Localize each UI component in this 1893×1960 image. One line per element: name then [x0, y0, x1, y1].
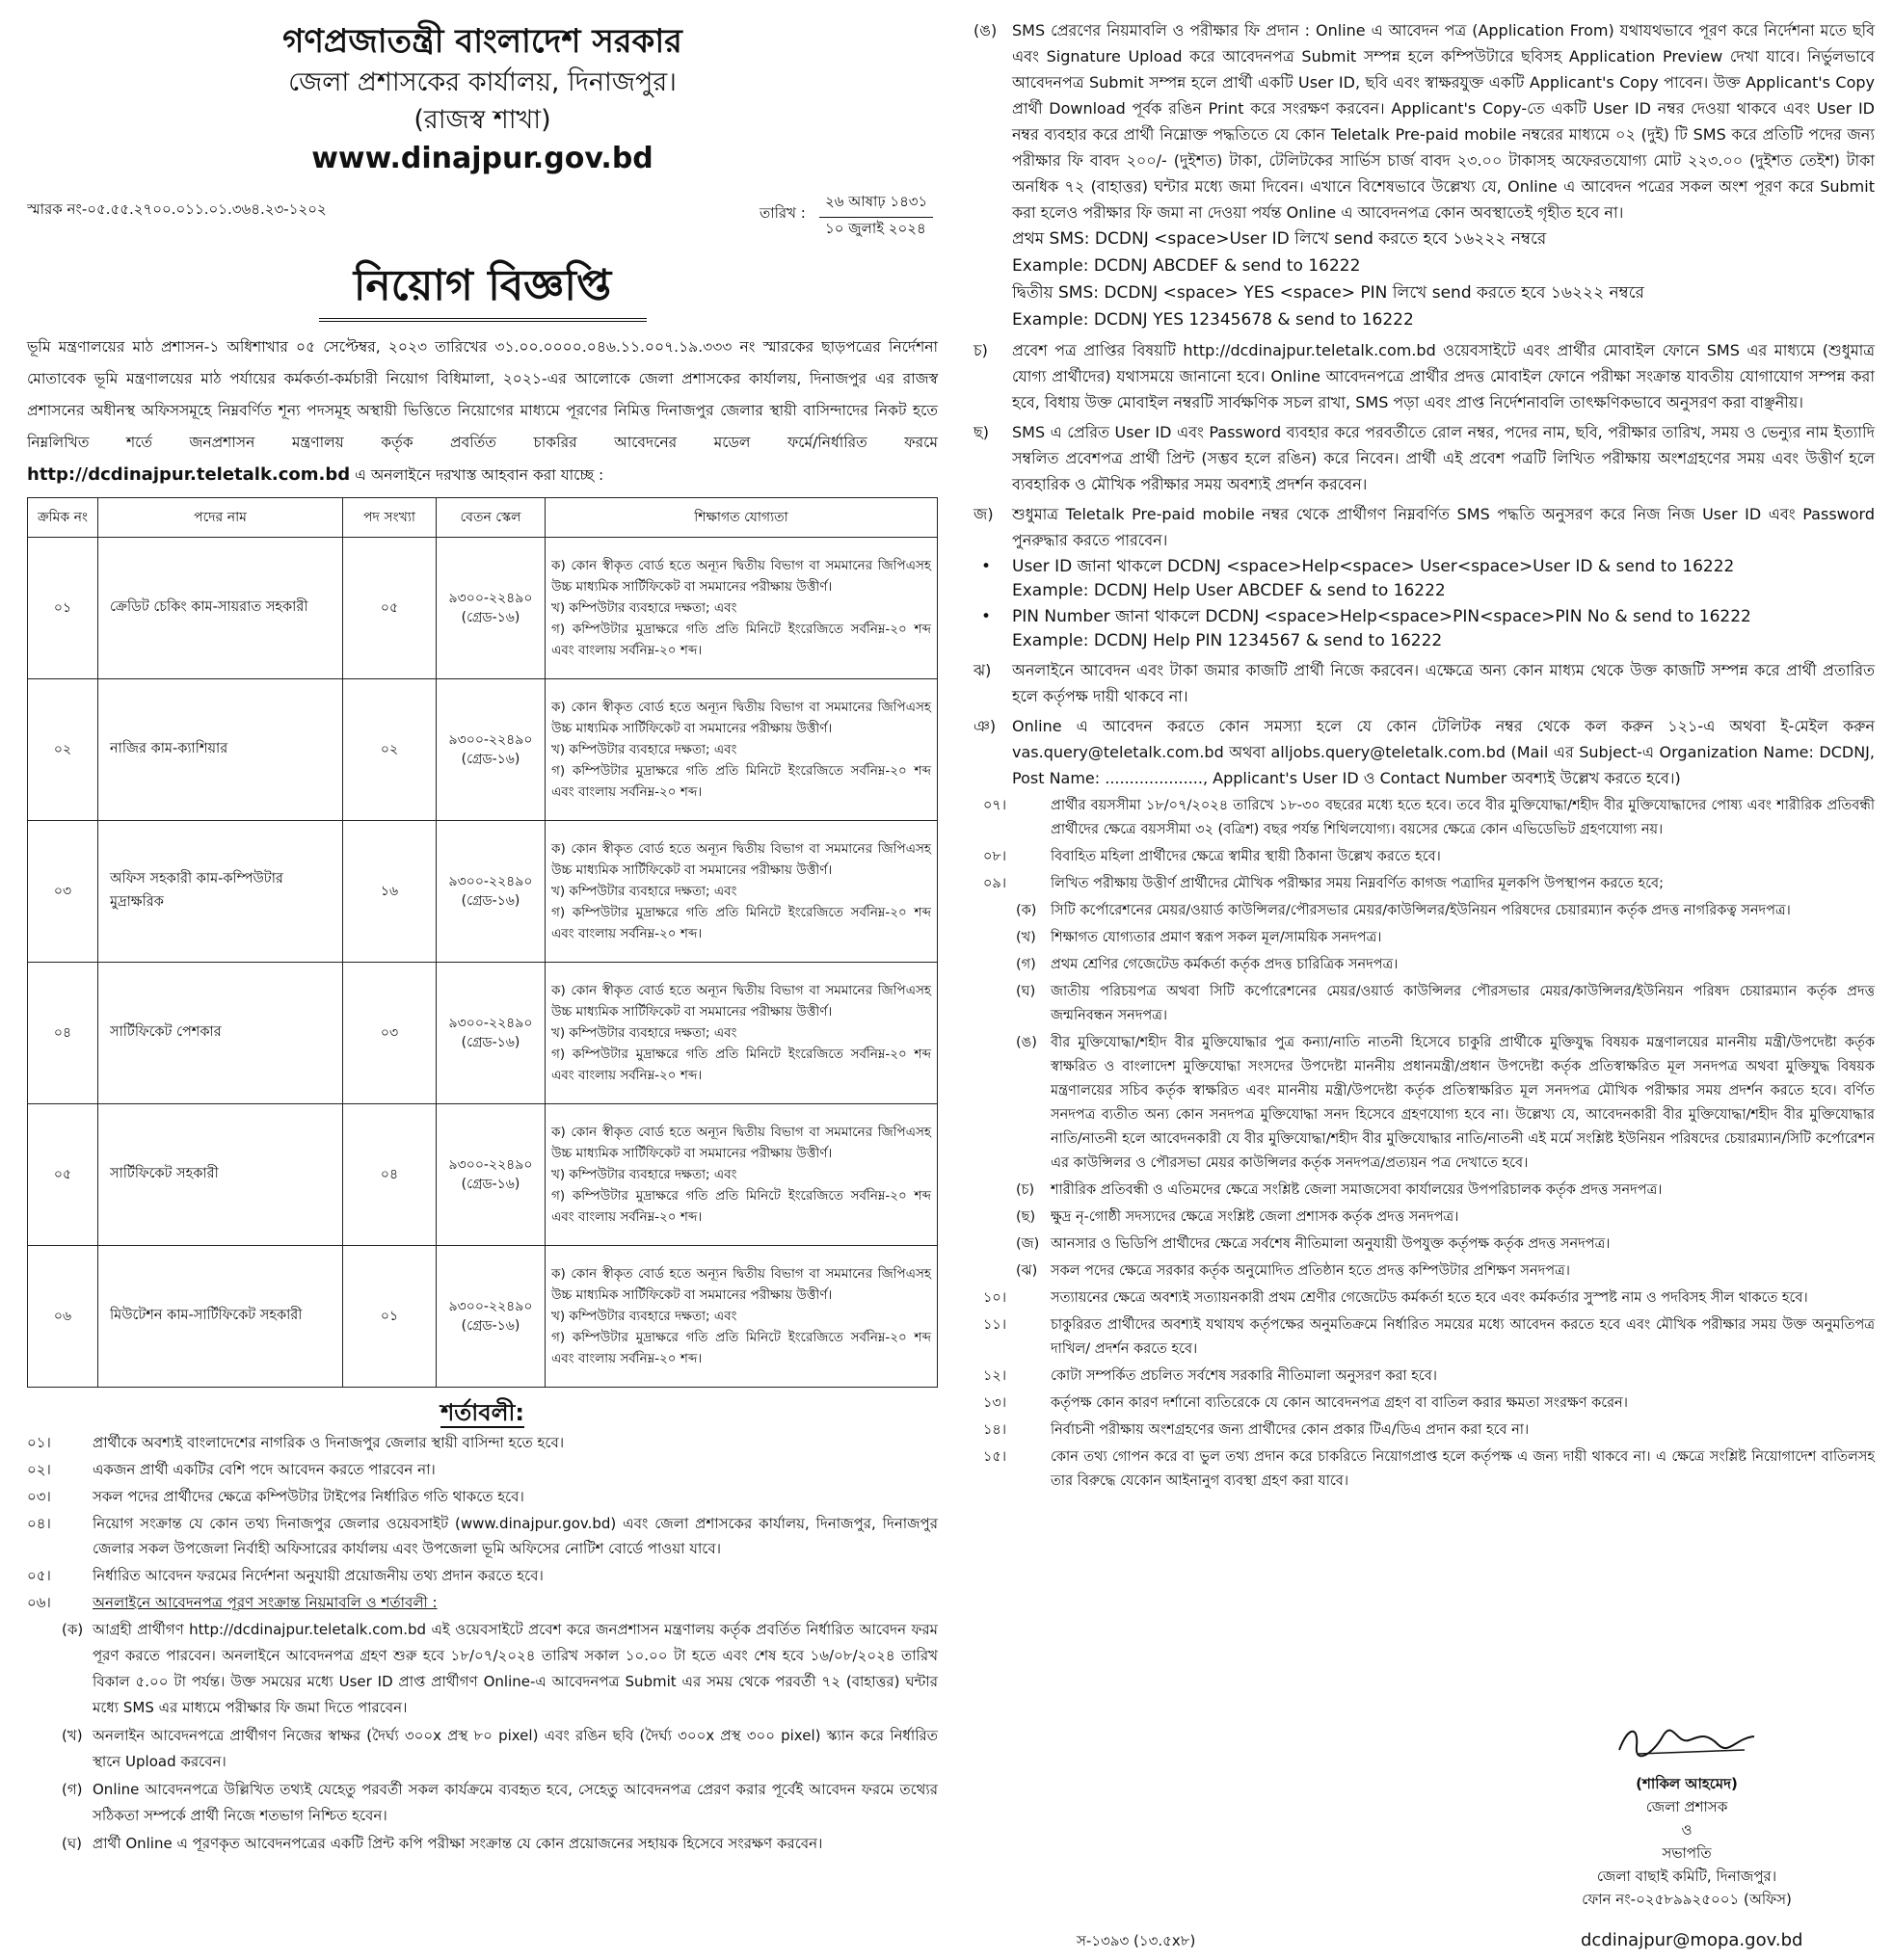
condition-item [27, 1484, 938, 1509]
online-rule [27, 1777, 938, 1829]
item-text: প্রার্থীকে অবশ্যই বাংলাদেশের নাগরিক ও দিনাজপুর জেলার স্থায়ী বাসিন্দা হতে হবে। [93, 1434, 565, 1451]
row-post: অফিস সহকারী কাম-কম্পিউটার মুদ্রাক্ষরিক [98, 821, 343, 963]
condition-item [973, 872, 1875, 896]
rule-number: ছ) [973, 423, 989, 441]
bullet-text: User ID জানা থাকলে DCDNJ <space>Help<space> User<space>User ID & send to 16222 [1012, 557, 1735, 576]
row-post: মিউটেশন কাম-সার্টিফিকেট সহকারী [98, 1246, 343, 1388]
row-count: ০৫ [343, 538, 437, 679]
condition-item [973, 794, 1875, 842]
qual-c: গ) কম্পিউটার মুদ্রাক্ষরে গতি প্রতি মিনিটে ইংরেজিতে সর্বনিম্ন-২০ শব্দ এবং বাংলায় সর্বনিম্ন-২০ শব্দ। [551, 622, 931, 658]
item-number: ১৫। [983, 1449, 1007, 1465]
doc-number: (ক) [1016, 903, 1037, 918]
intro-tail: এ অনলাইনে দরখাস্ত আহবান করা যাচ্ছে : [355, 466, 604, 484]
item-number: ০৬। [27, 1594, 51, 1611]
item-text: কর্তৃপক্ষ কোন কারণ দর্শানো ব্যতিরেকে যে কোন আবেদনপত্র গ্রহণ বা বাতিল করার ক্ষমতা সংরক্ষণ করেন। [1051, 1395, 1628, 1411]
item-text: নির্ধারিত আবেদন ফরমের নির্দেশনা অনুযায়ী প্রয়োজনীয় তথ্য প্রদান করতে হবে। [93, 1567, 544, 1584]
pay-grade: (গ্রেড-১৬) [461, 1318, 520, 1334]
office-name: জেলা প্রশাসকের কার্যালয়, দিনাজপুর। [288, 67, 677, 97]
row-post: ক্রেডিট চেকিং কাম-সায়রাত সহকারী [98, 538, 343, 679]
rule-text: অনলাইন আবেদনপত্রে প্রার্থীগণ নিজের স্বাক্ষর (দৈর্ঘ্য ৩০০x প্রস্থ ৮০ pixel) এবং রঙিন ছবি (দৈর্ঘ্য ৩০০x প্রস্থ ৩০০ pixel) স্ক্যান করে নির্ধারিত স্থানে Upload করবেন। [93, 1727, 938, 1770]
sms-line: Example: DCDNJ ABCDEF & send to 16222 [1012, 256, 1361, 276]
doc-text: সকল পদের ক্ষেত্রে সরকার কর্তৃক অনুমোদিত প্রতিষ্ঠান হতে প্রদত্ত কম্পিউটার প্রশিক্ষণ সনদপত্র। [1051, 1263, 1570, 1279]
date-english: ১০ জুলাই ২০২৪ [825, 220, 926, 237]
rule-text: প্রার্থী Online এ পূরণকৃত আবেদনপত্রের একটি প্রিন্ট কপি পরীক্ষা সংক্রান্ত যে কোন প্রয়োজনের সহায়ক হিসেবে সংরক্ষণ করবেন। [93, 1835, 823, 1852]
row-count: ০৩ [343, 963, 437, 1104]
conditions-heading [27, 1397, 938, 1428]
pay-scale: ৯৩০০-২২৪৯০ [448, 1016, 533, 1031]
doc-text: প্রথম শ্রেণির গেজেটেড কর্মকর্তা কর্তৃক প্রদত্ত চারিত্রিক সনদপত্র। [1051, 957, 1399, 972]
qual-c: গ) কম্পিউটার মুদ্রাক্ষরে গতি প্রতি মিনিটে ইংরেজিতে সর্বনিম্ন-২০ শব্দ এবং বাংলায় সর্বনিম্ন-২০ শব্দ। [551, 905, 931, 941]
item-number: ০৭। [983, 798, 1007, 813]
qual-c: গ) কম্পিউটার মুদ্রাক্ষরে গতি প্রতি মিনিটে ইংরেজিতে সর্বনিম্ন-২০ শব্দ এবং বাংলায় সর্বনিম্ন-২০ শব্দ। [551, 763, 931, 800]
item-number: ১২। [983, 1368, 1007, 1384]
item-text: কোটা সম্পর্কিত প্রচলিত সর্বশেষ সরকারি নীতিমালা অনুসরণ করা হবে। [1051, 1368, 1437, 1384]
item-number: ১১। [983, 1317, 1007, 1333]
qual-b: খ) কম্পিউটার ব্যবহারে দক্ষতা; এবং [551, 742, 737, 757]
table-row [28, 538, 938, 679]
left-column [27, 19, 938, 1857]
doc-text: সিটি কর্পোরেশনের মেয়র/ওয়ার্ড কাউন্সিলর/পৌরসভার মেয়র/কাউন্সিলর/ইউনিয়ন পরিষদের চেয়ারম্যান কর্তৃক প্রদত্ত নাগরিকত্ব সনদপত্র। [1051, 903, 1791, 918]
pay-scale: ৯৩০০-২২৪৯০ [448, 732, 533, 748]
header-qualification: শিক্ষাগত যোগ্যতা [546, 498, 938, 538]
header-pay: বেতন স্কেল [437, 498, 546, 538]
doc-text: জাতীয় পরিচয়পত্র অথবা সিটি কর্পোরেশনের মেয়র/ওয়ার্ড কাউন্সিলর পৌরসভার মেয়র/কাউন্সিলর/ইউনিয়ন পরিষদ চেয়ারম্যান কর্তৃক প্রদত্ত জন্মনিবন্ধন সনদপত্র। [1051, 984, 1875, 1023]
header-post: পদের নাম [98, 498, 343, 538]
qual-a: ক) কোন স্বীকৃত বোর্ড হতে অন্যূন দ্বিতীয় বিভাগ বা সমমানের জিপিএসহ উচ্চ মাধ্যমিক সার্টিফিকেট বা সমমানের পরীক্ষায় উত্তীর্ণ। [551, 700, 931, 736]
online-rule [27, 1617, 938, 1721]
intro-paragraph [27, 331, 938, 491]
item-number: ০১। [27, 1434, 51, 1451]
pay-scale: ৯৩০০-২২৪৯০ [448, 874, 533, 889]
doc-text: শারীরিক প্রতিবন্ধী ও এতিমদের ক্ষেত্রে সংশ্লিষ্ট জেলা সমাজসেবা কার্যালয়ের উপপরিচালক কর্তৃক প্রদত্ত সনদপত্র। [1051, 1182, 1663, 1198]
vacancy-table [27, 497, 938, 1388]
document-item [973, 1205, 1875, 1230]
government-title: গণপ্রজাতন্ত্রী বাংলাদেশ সরকার [282, 22, 682, 61]
reference-row [27, 189, 938, 245]
application-link[interactable]: http://dcdinajpur.teletalk.com.bd [27, 464, 351, 485]
online-rule [27, 1723, 938, 1775]
item-number: ১০। [983, 1290, 1007, 1306]
pay-grade: (গ্রেড-১৬) [461, 1177, 520, 1192]
sms-line: Example: DCDNJ YES 12345678 & send to 16222 [1012, 310, 1414, 330]
pay-grade: (গ্রেড-১৬) [461, 1035, 520, 1050]
item-text: একজন প্রার্থী একটির বেশি পদে আবেদন করতে পারবেন না। [93, 1461, 436, 1478]
signature-mark [1610, 1715, 1764, 1765]
condition-item [27, 1430, 938, 1455]
doc-number: (ছ) [1016, 1209, 1036, 1225]
row-count: ১৬ [343, 821, 437, 963]
rule-text: আগ্রহী প্রার্থীগণ http://dcdinajpur.teletalk.com.bd এই ওয়েবসাইটে প্রবেশ করে জনপ্রশাসন মন্ত্রণালয় কর্তৃক প্রবর্তিত নির্ধারিত আবেদন ফরম পূরণ করতে পারবেন। অনলাইনে আবেদনপত্র গ্রহণ শুরু হবে ১৮/০৭/২০২৪ তারিখ সকাল ১০.০০ টা হতে এবং শেষ হবে ১৬/০৮/২০২৪ তারিখ বিকাল ৫.০০ টা পর্যন্ত। উক্ত সময়ের মধ্যে User ID প্রাপ্ত প্রার্থীগণ Online-এ আবেদনপত্র Submit এর সময় থেকে পরবর্তী ৭২ (বাহাত্তর) ঘন্টার মধ্যে SMS এর মাধ্যমে পরীক্ষার ফি জমা দিতে পারবেন। [93, 1621, 938, 1716]
row-pay [437, 1104, 546, 1246]
signatory-and: ও [1681, 1821, 1693, 1839]
doc-text: ক্ষুদ্র নৃ-গোষ্ঠী সদস্যদের ক্ষেত্রে সংশ্লিষ্ট জেলা প্রশাসক কর্তৃক প্রদত্ত সনদপত্র। [1051, 1209, 1459, 1225]
rule-number: (গ) [62, 1781, 83, 1798]
support-rule [973, 713, 1875, 791]
document-item [973, 980, 1875, 1028]
row-pay [437, 1246, 546, 1388]
qual-a: ক) কোন স্বীকৃত বোর্ড হতে অন্যূন দ্বিতীয় বিভাগ বা সমমানের জিপিএসহ উচ্চ মাধ্যমিক সার্টিফিকেট বা সমমানের পরীক্ষায় উত্তীর্ণ। [551, 558, 931, 595]
doc-number: (ঙ) [1016, 1035, 1037, 1050]
recovery-bullet [973, 555, 1875, 603]
table-row [28, 1104, 938, 1246]
row-serial: ০৩ [28, 821, 98, 963]
row-qualification [546, 963, 938, 1104]
rule-text: Online আবেদনপত্রে উল্লিখিত তথ্যই যেহেতু পরবর্তী সকল কার্যক্রমে ব্যবহৃত হবে, সেহেতু আবেদনপত্র প্রেরণ করার পূর্বেই আবেদন ফরমে তথ্যের সঠিকতা সম্পর্কে প্রার্থী নিজে শতভাগ নিশ্চিত হবেন। [93, 1781, 938, 1824]
right-column [973, 13, 1875, 1494]
signature-block [1523, 1715, 1851, 1911]
row-serial: ০৪ [28, 963, 98, 1104]
qual-c: গ) কম্পিউটার মুদ্রাক্ষরে গতি প্রতি মিনিটে ইংরেজিতে সর্বনিম্ন-২০ শব্দ এবং বাংলায় সর্বনিম্ন-২০ শব্দ। [551, 1046, 931, 1083]
qual-a: ক) কোন স্বীকৃত বোর্ড হতে অন্যূন দ্বিতীয় বিভাগ বা সমমানের জিপিএসহ উচ্চ মাধ্যমিক সার্টিফিকেট বা সমমানের পরীক্ষায় উত্তীর্ণ। [551, 1266, 931, 1303]
doc-number: (খ) [1016, 930, 1036, 945]
row-count: ০২ [343, 679, 437, 821]
recovery-rule [973, 501, 1875, 553]
row-qualification [546, 1104, 938, 1246]
rule-text: Online এ আবেদন করতে কোন সমস্যা হলে যে কোন টেলিটক নম্বর থেকে কল করুন ১২১-এ অথবা ই-মেইল করুন vas.query@teletalk.com.bd অথবা alljobs.query@teletalk.com.bd (Mail এর Subject-এ Organization Name: DCDNJ, Post Name: ...................., Applicant's User ID ও Contact Number অবশ্যই উল্লেখ করতে হবে।) [1012, 717, 1875, 787]
bullet-example: Example: DCDNJ Help User ABCDEF & send to 16222 [1012, 581, 1446, 600]
item-text: লিখিত পরীক্ষায় উত্তীর্ণ প্রার্থীদের মৌখিক পরীক্ষার সময় নিম্নবর্ণিত কাগজ পত্রাদির মূলকপি উপস্থাপন করতে হবে; [1051, 876, 1665, 891]
password-rule [973, 419, 1875, 497]
table-row [28, 1246, 938, 1388]
rule-text: SMS এ প্রেরিত User ID এবং Password ব্যবহার করে পরবর্তীতে রোল নম্বর, পদের নাম, ছবি, পরীক্ষার তারিখ, সময় ও ভেন্যুর নাম ইত্যাদি সম্বলিত প্রবেশপত্র প্রার্থী প্রিন্ট (সম্ভব হলে রঙিন) করে নিবেন। প্রার্থী এই প্রবেশ পত্রটি লিখিত পরীক্ষায় অংশগ্রহণের সময় এবং উত্তীর্ণ হলে ব্যবহারিক ও মৌখিক পরীক্ষার সময় অবশ্যই প্রদর্শন করবেন। [1012, 423, 1875, 493]
condition-item [27, 1563, 938, 1588]
item-number: ০৫। [27, 1567, 51, 1584]
recovery-bullet [973, 605, 1875, 653]
header-serial: ক্রমিক নং [28, 498, 98, 538]
table-row [28, 963, 938, 1104]
condition-item [973, 1418, 1875, 1443]
rule-number: ঝ) [973, 661, 992, 679]
memo-number: স্মারক নং-০৫.৫৫.২৭০০.০১১.০১.৩৬৪.২৩-১২০২ [27, 200, 327, 218]
print-code: স-১৩৯৩ (১৩.৫x৮) [1077, 1932, 1196, 1949]
qual-b: খ) কম্পিউটার ব্যবহারে দক্ষতা; এবং [551, 1167, 737, 1182]
item-text: প্রার্থীর বয়সসীমা ১৮/০৭/২০২৪ তারিখে ১৮-৩০ বছরের মধ্যে হতে হবে। তবে বীর মুক্তিযোদ্ধা/শহীদ বীর মুক্তিযোদ্ধাদের পোষ্য এবং শারীরিক প্রতিবন্ধী প্রার্থীদের ক্ষেত্রে বয়সসীমা ৩২ (বত্রিশ) বছর পর্যন্ত শিথিলযোগ্য। বয়সের ক্ষেত্রে কোন এভিডেভিট গ্রহণযোগ্য নয়। [1051, 798, 1875, 837]
online-rule [27, 1831, 938, 1857]
item-number: ০৯। [983, 876, 1007, 891]
item-number: ১৪। [983, 1422, 1007, 1438]
condition-item [973, 1364, 1875, 1389]
pay-grade: (গ্রেড-১৬) [461, 610, 520, 625]
phone-number: ফোন নং-০২৫৮৯৯২৫০০১ (অফিস) [1582, 1891, 1792, 1908]
signatory-title: জেলা প্রশাসক [1645, 1798, 1728, 1815]
bullet-icon: • [981, 557, 992, 576]
item-text: নিয়োগ সংক্রান্ত যে কোন তথ্য দিনাজপুর জেলার ওয়েবসাইট (www.dinajpur.gov.bd) এবং জেলা প্রশাসকের কার্যালয়, দিনাজপুর, দিনাজপুর জেলার সকল উপজেলা নির্বাহী অফিসারের কার্যালয় এবং উপজেলা ভূমি অফিসের নোটিশ বোর্ডে পাওয়া যাবে। [93, 1515, 938, 1557]
item-text: সকল পদের প্রার্থীদের ক্ষেত্রে কম্পিউটার টাইপের নির্ধারিত গতি থাকতে হবে। [93, 1488, 524, 1505]
condition-item [973, 1286, 1875, 1311]
row-count: ০৪ [343, 1104, 437, 1246]
qual-a: ক) কোন স্বীকৃত বোর্ড হতে অন্যূন দ্বিতীয় বিভাগ বা সমমানের জিপিএসহ উচ্চ মাধ্যমিক সার্টিফিকেট বা সমমানের পরীক্ষায় উত্তীর্ণ। [551, 983, 931, 1020]
pay-scale: ৯৩০০-২২৪৯০ [448, 1157, 533, 1173]
rule-text: SMS প্রেরণের নিয়মাবলি ও পরীক্ষার ফি প্রদান : Online এ আবেদন পত্র (Application From) যথাযথভাবে পূরণ করে নির্দেশনা মতে ছবি এবং Signature Upload করে আবেদনপত্র Submit সম্পন্ন হলে কম্পিউটারে ছবিসহ Application Preview দেখা যাবে। নির্ভুলভাবে আবেদনপত্র Submit সম্পন্ন হলে প্রার্থী একটি User ID, ছবি এবং স্বাক্ষরযুক্ত একটি Applicant's Copy পাবেন। উক্ত Applicant's Copy প্রার্থী Download পূর্বক রঙিন Print করে সংরক্ষণ করবেন। Applicant's Copy-তে একটি User ID নম্বর দেওয়া থাকবে এবং User ID নম্বর ব্যবহার করে প্রার্থী নিম্নোক্ত পদ্ধতিতে যে কোন Teletalk Pre-paid mobile নম্বরের মাধ্যমে ০২ (দুই) টি SMS করে প্রতিটি পদের জন্য পরীক্ষার ফি বাবদ ২০০/- (দুইশত) টাকা, টেলিটকের সার্ভিস চার্জ বাবদ ২৩.০০ টাকাসহ অফেরতযোগ্য মোট ২২৩.০০ (দুইশত তেইশ) টাকা অনধিক ৭২ (বাহাত্তর) ঘন্টার মধ্যে জমা দিবেন। এখানে বিশেষভাবে উল্লেখ্য যে, Online এ আবেদন পত্রের সকল অংশ পূরণ করে Submit করা হলেও পরীক্ষার ফি জমা না দেওয়া পর্যন্ত Online এ আবেদনপত্র কোন অবস্থাতেই গৃহীত হবে না। [1012, 21, 1875, 222]
condition-item [973, 1313, 1875, 1362]
contact-email[interactable]: dcdinajpur@mopa.gov.bd [1581, 1930, 1803, 1950]
document-item [973, 899, 1875, 923]
pay-grade: (গ্রেড-১৬) [461, 752, 520, 767]
row-post: সার্টিফিকেট পেশকার [98, 963, 343, 1104]
signatory-role: সভাপতি [1662, 1844, 1712, 1862]
notice-title: নিয়োগ বিজ্ঞপ্তি [319, 258, 647, 322]
document-item [973, 953, 1875, 977]
qual-b: খ) কম্পিউটার ব্যবহারে দক্ষতা; এবং [551, 1309, 737, 1324]
bullet-icon: • [981, 607, 992, 626]
doc-text: শিক্ষাগত যোগ্যতার প্রমাণ স্বরূপ সকল মূল/সাময়িক সনদপত্র। [1051, 930, 1382, 945]
sms-line: দ্বিতীয় SMS: DCDNJ <space> YES <space> PIN লিখে send করতে হবে ১৬২২২ নম্বরে [1012, 283, 1644, 303]
qual-a: ক) কোন স্বীকৃত বোর্ড হতে অন্যূন দ্বিতীয় বিভাগ বা সমমানের জিপিএসহ উচ্চ মাধ্যমিক সার্টিফিকেট বা সমমানের পরীক্ষায় উত্তীর্ণ। [551, 1125, 931, 1161]
row-qualification [546, 679, 938, 821]
condition-item [973, 1391, 1875, 1416]
header-count: পদ সংখ্যা [343, 498, 437, 538]
item-number: ০৪। [27, 1515, 51, 1532]
row-pay [437, 538, 546, 679]
qual-c: গ) কম্পিউটার মুদ্রাক্ষরে গতি প্রতি মিনিটে ইংরেজিতে সর্বনিম্ন-২০ শব্দ এবং বাংলায় সর্বনিম্ন-২০ শব্দ। [551, 1330, 931, 1366]
row-qualification [546, 1246, 938, 1388]
doc-number: (ঘ) [1016, 984, 1036, 999]
pay-scale: ৯৩০০-২২৪৯০ [448, 1299, 533, 1314]
rule-text: প্রবেশ পত্র প্রাপ্তির বিষয়টি http://dcdinajpur.teletalk.com.bd ওয়েবসাইটে এবং প্রার্থীর মোবাইল ফোনে SMS এর মাধ্যমে (শুধুমাত্র যোগ্য প্রার্থীদের) যথাসময়ে জানানো হবে। Online আবেদনপত্রে প্রার্থীর প্রদত্ত মোবাইল ফোনে পরীক্ষা সংক্রান্ত যাবতীয় যোগাযোগ সম্পন্ন করা হবে, বিধায় উক্ত মোবাইল নম্বরটি সার্বক্ষণিক সচল রাখা, SMS পড়া এবং প্রাপ্ত নির্দেশনাবলি তাৎক্ষণিকভাবে অনুসরণ করা বাঞ্ছনীয়। [1012, 341, 1875, 411]
rule-number: (খ) [62, 1727, 83, 1744]
bullet-text: PIN Number জানা থাকলে DCDNJ <space>Help<space>PIN<space>PIN No & send to 16222 [1012, 607, 1751, 626]
row-serial: ০৬ [28, 1246, 98, 1388]
date-label: তারিখ : [760, 204, 806, 222]
pay-grade: (গ্রেড-১৬) [461, 893, 520, 909]
document-item [973, 1232, 1875, 1257]
sms-rules [973, 17, 1875, 225]
website-link[interactable]: www.dinajpur.gov.bd [311, 142, 653, 175]
fraud-rule [973, 657, 1875, 709]
qual-a: ক) কোন স্বীকৃত বোর্ড হতে অন্যূন দ্বিতীয় বিভাগ বা সমমানের জিপিএসহ উচ্চ মাধ্যমিক সার্টিফিকেট বা সমমানের পরীক্ষায় উত্তীর্ণ। [551, 841, 931, 878]
document-item [973, 1179, 1875, 1203]
rule-number: চ) [973, 341, 988, 359]
row-qualification [546, 821, 938, 963]
rule-number: (ক) [62, 1621, 84, 1638]
item-text: চাকুরিরত প্রার্থীদের অবশ্যই যথাযথ কর্তৃপক্ষের অনুমতিক্রমে নির্ধারিত সময়ের মধ্যে আবেদন করতে হবে এবং মৌখিক পরীক্ষার সময় উক্ত অনুমতিপত্র দাখিল/ প্রদর্শন করতে হবে। [1051, 1317, 1875, 1357]
admit-card-rule [973, 337, 1875, 415]
item-text: সত্যায়নের ক্ষেত্রে অবশ্যই সত্যায়নকারী প্রথম শ্রেণীর গেজেটেড কর্মকর্তা হতে হবে এবং কর্মকর্তার সুস্পষ্ট নাম ও পদবিসহ সীল থাকতে হবে। [1051, 1290, 1808, 1306]
signatory-name: (শাকিল আহমেদ) [1636, 1775, 1738, 1792]
date-bangla: ২৬ আষাঢ় ১৪৩১ [819, 191, 933, 218]
rule-number: জ) [973, 505, 994, 523]
rule-text: অনলাইনে আবেদন এবং টাকা জমার কাজটি প্রার্থী নিজে করবেন। এক্ষেত্রে অন্য কোন মাধ্যম থেকে উক্ত কাজটি সম্পন্ন করে প্রার্থী প্রতারিত হলে কর্তৃপক্ষ দায়ী থাকবে না। [1012, 661, 1875, 705]
sms-example-block [973, 225, 1875, 333]
committee-name: জেলা বাছাই কমিটি, দিনাজপুর। [1596, 1867, 1777, 1885]
doc-number: (চ) [1016, 1182, 1035, 1198]
rule-text: শুধুমাত্র Teletalk Pre-paid mobile নম্বর থেকে প্রার্থীগণ নিম্নবর্ণিত SMS পদ্ধতি অনুসরণ করে নিজ নিজ User ID এবং Password পুনরুদ্ধার করতে পারবেন। [1012, 505, 1875, 549]
item-text: বিবাহিত মহিলা প্রার্থীদের ক্ষেত্রে স্বামীর স্থায়ী ঠিকানা উল্লেখ করতে হবে। [1051, 849, 1441, 864]
rule-number: (ঙ) [973, 21, 998, 40]
document-item [973, 1031, 1875, 1176]
row-post: নাজির কাম-ক্যাশিয়ার [98, 679, 343, 821]
item-number: ১৩। [983, 1395, 1007, 1411]
rule-number: (ঘ) [62, 1835, 82, 1852]
doc-text: বীর মুক্তিযোদ্ধা/শহীদ বীর মুক্তিযোদ্ধার পুত্র কন্যা/নাতি নাতনী হিসেবে চাকুরি প্রার্থীকে মুক্তিযুদ্ধ বিষয়ক মন্ত্রণালয়ের মাননীয় মন্ত্রী/উপদেষ্টা কর্তৃক স্বাক্ষরিত ও বাংলাদেশ মুক্তিযোদ্ধা সংসদের উপদেষ্টা মাননীয় প্রধানমন্ত্রী/প্রধান উপদেষ্টা কর্তৃক প্রতিস্বাক্ষরিত মূল সনদপত্র অথবা মুক্তিযুদ্ধ বিষয়ক মন্ত্রণালয়ের সচিব কর্তৃক স্বাক্ষরিত এবং মাননীয় মন্ত্রী/উপদেষ্টা কর্তৃক প্রতিস্বাক্ষরিত মূল সনদপত্র মৌখিক পরীক্ষার সময় প্রদর্শন করতে হবে। বর্ণিত সনদপত্র ব্যতীত অন্য কোন সনদপত্র মুক্তিযোদ্ধা সনদ হিসেবে গ্রহণযোগ্য হবে না। উল্লেখ্য যে, আবেদনকারী বীর মুক্তিযোদ্ধা/শহীদ বীর মুক্তিযোদ্ধার নাতি/নাতনী হলে আবেদনকারী যে বীর মুক্তিযোদ্ধা/শহীদ বীর মুক্তিযোদ্ধার নাতি/নাতনী এই মর্মে সংশ্লিষ্ট ইউনিয়ন পরিষদের চেয়ারম্যান/সিটি কর্পোরেশন এর কাউন্সিলর ও পৌরসভা মেয়র কাউন্সিলর কর্তৃক সনদপত্র/প্রত্যয়ন পত্র দেখাতে হবে। [1051, 1035, 1875, 1171]
intro-text: ভূমি মন্ত্রণালয়ের মাঠ প্রশাসন-১ অধিশাখার ০৫ সেপ্টেম্বর, ২০২৩ তারিখের ৩১.০০.০০০০.০৪৬.১১.০০৭.১৯.৩৩৩ নং স্মারকের ছাড়পত্রের নির্দেশনা মোতাবেক ভূমি মন্ত্রণালয়ের মাঠ পর্যায়ের কর্মকর্তা-কর্মচারী নিয়োগ বিধিমালা, ২০২১-এর আলোকে জেলা প্রশাসকের কার্যালয়, দিনাজপুর এর রাজস্ব প্রশাসনের অধীনস্থ অফিসসমূহে নিম্নবর্ণিত শূন্য পদসমূহ অস্থায়ী ভিত্তিতে নিয়োগের মাধ্যমে পূরণের নিমিত্ত দিনাজপুর জেলার স্থায়ী বাসিন্দাদের নিকট হতে নিম্নলিখিত শর্তে জনপ্রশাসন মন্ত্রণালয় কর্তৃক প্রবর্তিত চাকরির আবেদনের মডেল ফর্মে/নির্ধারিত ফরমে [27, 338, 938, 451]
pay-scale: ৯৩০০-২২৪৯০ [448, 591, 533, 606]
doc-number: (ঝ) [1016, 1263, 1038, 1279]
doc-number: (জ) [1016, 1236, 1040, 1252]
table-header-row [28, 498, 938, 538]
qual-b: খ) কম্পিউটার ব্যবহারে দক্ষতা; এবং [551, 1025, 737, 1041]
row-serial: ০৫ [28, 1104, 98, 1246]
doc-number: (গ) [1016, 957, 1036, 972]
qual-b: খ) কম্পিউটার ব্যবহারে দক্ষতা; এবং [551, 600, 737, 616]
item-text: অনলাইনে আবেদনপত্র পূরণ সংক্রান্ত নিয়মাবলি ও শর্তাবলী : [93, 1594, 438, 1611]
branch-name: (রাজস্ব শাখা) [413, 105, 551, 135]
item-number: ০২। [27, 1461, 51, 1478]
row-qualification [546, 538, 938, 679]
row-serial: ০২ [28, 679, 98, 821]
row-pay [437, 963, 546, 1104]
row-post: সার্টিফিকেট সহকারী [98, 1104, 343, 1246]
table-row [28, 679, 938, 821]
doc-text: আনসার ও ভিডিপি প্রার্থীদের ক্ষেত্রে সর্বশেষ নীতিমালা অনুযায়ী উপযুক্ত কর্তৃপক্ষ কর্তৃক প্রদত্ত সনদপত্র। [1051, 1236, 1611, 1252]
row-count: ০১ [343, 1246, 437, 1388]
sms-line: প্রথম SMS: DCDNJ <space>User ID লিখে send করতে হবে ১৬২২২ নম্বরে [1012, 229, 1547, 249]
item-number: ০৩। [27, 1488, 51, 1505]
qual-b: খ) কম্পিউটার ব্যবহারে দক্ষতা; এবং [551, 884, 737, 899]
condition-item [973, 845, 1875, 869]
row-pay [437, 821, 546, 963]
row-pay [437, 679, 546, 821]
item-text: নির্বাচনী পরীক্ষায় অংশগ্রহণের জন্য প্রার্থীদের কোন প্রকার টিএ/ডিএ প্রদান করা হবে না। [1051, 1422, 1530, 1438]
condition-item [973, 1445, 1875, 1494]
bullet-example: Example: DCDNJ Help PIN 1234567 & send to 16222 [1012, 631, 1443, 650]
table-row [28, 821, 938, 963]
condition-item [27, 1511, 938, 1561]
item-text: কোন তথ্য গোপন করে বা ভুল তথ্য প্রদান করে চাকরিতে নিয়োগপ্রাপ্ত হলে কর্তৃপক্ষ এ জন্য দায়ী থাকবে না। এ ক্ষেত্রে সংশ্লিষ্ট নিয়োগাদেশ বাতিলসহ তার বিরুদ্ধে যেকোন আইনানুগ ব্যবস্থা গ্রহণ করা যাবে। [1051, 1449, 1875, 1489]
item-number: ০৮। [983, 849, 1007, 864]
condition-item [27, 1590, 938, 1615]
rule-number: ঞ) [973, 717, 997, 735]
document-item [973, 926, 1875, 950]
conditions-title: শর্তাবলী: [440, 1399, 524, 1426]
qual-c: গ) কম্পিউটার মুদ্রাক্ষরে গতি প্রতি মিনিটে ইংরেজিতে সর্বনিম্ন-২০ শব্দ এবং বাংলায় সর্বনিম্ন-২০ শব্দ। [551, 1188, 931, 1225]
condition-item [27, 1457, 938, 1482]
document-item [973, 1259, 1875, 1284]
row-serial: ০১ [28, 538, 98, 679]
